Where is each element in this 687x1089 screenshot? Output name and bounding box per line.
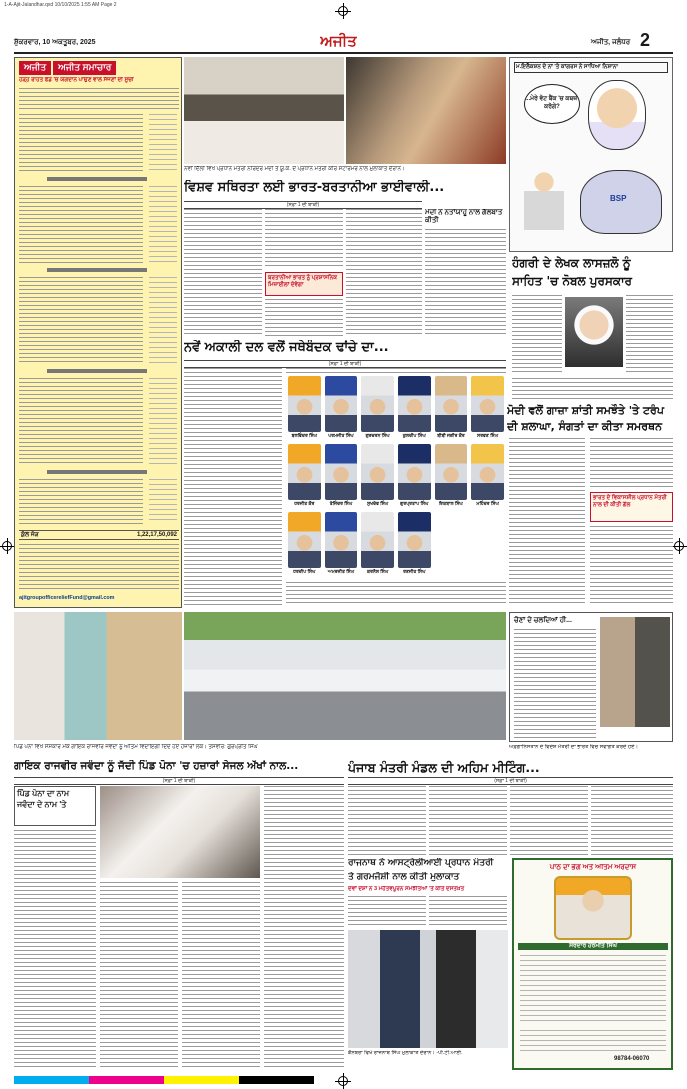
- cartoon-box: [509, 57, 673, 252]
- donor-list-b: [19, 186, 143, 264]
- member-photo: [471, 444, 504, 500]
- gaza-body-1: [509, 438, 585, 603]
- tribute-family: [520, 1030, 666, 1052]
- tribute-body: [520, 955, 666, 1025]
- member-photo: [325, 376, 358, 432]
- amount-col-c: [149, 277, 177, 365]
- cartoon-bsp-badge: BSP: [610, 194, 627, 203]
- cartoon-figure: [588, 80, 646, 150]
- nobel-body-right: [626, 295, 673, 375]
- member-name: ਇਕਬਾਲ ਸਿੰਘ: [439, 501, 463, 506]
- page-header: [14, 32, 673, 54]
- rajnath-headline-2: ਤੇ ਗਰਮਜੋਸ਼ੀ ਨਾਲ ਕੀਤੀ ਮੁਲਾਕਾਤ: [348, 872, 460, 882]
- swatch-yellow: [164, 1076, 239, 1084]
- member-name: ਸਰਵਣ ਸਿੰਘ: [477, 433, 499, 438]
- gaza-headline-2: ਦੀ ਸ਼ਲਾਘਾ, ਸੰਗਤਾਂ ਦਾ ਕੀਤਾ ਸਮਰਥਨ: [507, 420, 662, 433]
- member-photo: [325, 444, 358, 500]
- modi-side-headline: ਮੋਦੀ ਨੇ ਨਤਾਂਯਾਹੂ ਨਾਲ ਗੱਲਬਾਤ ਕੀਤੀ: [425, 209, 503, 224]
- donor-list-c: [19, 277, 143, 365]
- member-photo: [471, 376, 504, 432]
- amount-col-b: [149, 186, 177, 264]
- gaza-body-2: [590, 438, 673, 488]
- strategic-col-2: [265, 209, 343, 269]
- swatch-black: [239, 1076, 314, 1084]
- member-name: ਗੁਰਚਰਨ ਸਿੰਘ: [365, 433, 390, 438]
- registration-mark-left: [2, 541, 12, 551]
- strategic-continued-tag: (ਸਫ਼ਾ 1 ਦੀ ਬਾਕੀ): [184, 201, 422, 209]
- member-portrait: [398, 376, 431, 442]
- rajnath-photo-caption: ਕੈਨਬਰਾ ਵਿਖੇ ਰਾਜਨਾਥ ਸਿੰਘ ਮੁਲਾਕਾਤ ਦੌਰਾਨ। -ਪੀ.ਟੀ.ਆਈ.: [348, 1050, 463, 1056]
- rajnath-subheadline: ਦੋਵਾਂ ਦੇਸ਼ਾਂ ਨੇ 3 ਮਹੱਤਵਪੂਰਨ ਸਮਝੌਤਿਆਂ 'ਤੇ ਕੀਤੇ ਦਸਤਖ਼ਤ: [348, 886, 465, 892]
- missile-inset-title: ਬਰਤਾਨੀਆ ਭਾਰਤ ਨੂੰ ਪ੍ਰਸ਼ਾਸਨਿਕ ਮਿਜ਼ਾਈਲਾਂ ਦੇਵੇਗਾ: [268, 275, 338, 288]
- tribute-name: ਸਰਦਾਰ ਹਰਮੀਤ ਸਿੰਘ: [518, 943, 668, 950]
- nobel-body-bottom: [512, 378, 673, 402]
- nobel-body-left: [512, 295, 562, 375]
- member-name: ਤੇਜਿੰਦਰ ਸਿੰਘ: [329, 501, 353, 506]
- rajnath-body-1: [348, 896, 426, 928]
- section-header: [47, 268, 147, 272]
- photo-mourners: [14, 612, 182, 740]
- member-photo: [435, 376, 468, 432]
- election-box-body: [514, 629, 596, 739]
- member-portrait: [288, 444, 321, 510]
- member-name: ਸੁਖਦੇਵ ਸਿੰਘ: [367, 501, 389, 506]
- registration-mark-top: [338, 6, 348, 16]
- akali-body-strip: [286, 368, 506, 374]
- member-portrait: [361, 376, 394, 442]
- photo-modi-starmer-2: [346, 57, 506, 164]
- photo-laszlo: [565, 297, 623, 367]
- modi-side-body: [425, 229, 506, 337]
- member-photo: [361, 376, 394, 432]
- member-photo: [435, 444, 468, 500]
- registration-mark-bottom: [338, 1076, 348, 1086]
- member-name: ਪਰਮਜੀਤ ਸਿੰਘ: [328, 433, 354, 438]
- taliban-photo-caption: ਅਫ਼ਗਾਨਿਸਤਾਨ ਦੇ ਵਿਦੇਸ਼ ਮੰਤਰੀ ਦਾ ਭਾਰਤ ਵਿਚ ਸਵਾਗਤ ਕਰਦੇ ਹੋਏ।: [509, 744, 639, 750]
- member-photo: [398, 376, 431, 432]
- photo-rajnath-meeting: [348, 930, 508, 1048]
- registration-mark-right: [674, 541, 684, 551]
- section-header: [47, 369, 147, 373]
- cabinet-body-2: [429, 786, 507, 856]
- member-photo: [361, 512, 394, 568]
- member-name: ਹਰਦੀਪ ਸਿੰਘ: [293, 569, 316, 574]
- missile-inset: [265, 272, 343, 296]
- member-name: ਹਰਜੀਤ ਕੌਰ: [294, 501, 315, 506]
- relief-fund-total-row: [19, 530, 179, 540]
- member-portrait: [325, 444, 358, 510]
- member-portrait: [398, 512, 431, 578]
- taliban-call-title: ਭਾਰਤ ਦੇ ਵਿਕਾਸਸ਼ੀਲ ਪ੍ਰਧਾਨ ਮੰਤਰੀ ਨਾਲ ਦੀ ਕੀਤੀ ਗੱਲ: [593, 495, 667, 508]
- modi-side-story: [425, 209, 506, 337]
- member-photo: [325, 512, 358, 568]
- photo-taliban-minister: [600, 617, 670, 727]
- member-portrait: [471, 444, 504, 510]
- section-header: [47, 177, 147, 181]
- member-portrait-grid: [286, 376, 506, 580]
- member-portrait: [471, 376, 504, 442]
- member-name: ਬਲਵਿੰਦਰ ਸਿੰਘ: [291, 433, 318, 438]
- village-name-title: ਪਿੰਡ ਪੋਨਾ ਦਾ ਨਾਮ: [17, 789, 70, 798]
- member-name: ਕੁਲਦੀਪ ਸਿੰਘ: [402, 433, 426, 438]
- tribute-ad: [512, 858, 673, 1070]
- amount-col-e: [149, 479, 177, 524]
- member-photo: [288, 376, 321, 432]
- singer-body-1: [14, 830, 96, 1070]
- rajnath-body-2: [429, 896, 507, 928]
- donor-list-a: [19, 114, 143, 174]
- member-photo: [398, 512, 431, 568]
- member-portrait: [325, 376, 358, 442]
- donor-list-d: [19, 378, 143, 466]
- cabinet-body-4: [591, 786, 673, 856]
- nobel-headline-2: ਸਾਹਿਤ 'ਚ ਨੋਬਲ ਪੁਰਸਕਾਰ: [512, 274, 632, 288]
- member-name: ਗੁਰਪ੍ਰਤਾਪ ਸਿੰਘ: [400, 501, 429, 506]
- relief-fund-subtitle: ਹੜ੍ਹ ਰਾਹਤ ਫੰਡ 'ਚ ਯੋਗਦਾਨ ਪਾਉਣ ਵਾਲੇ ਸੱਜਣਾਂ ਦੀ ਸੂਚੀ: [19, 77, 134, 83]
- election-box-title: ਚੋਣਾਂ ਦੇ ਚਲਦਿਆਂ ਹੀ...: [514, 617, 572, 624]
- akali-body-left: [184, 368, 282, 606]
- relief-fund-email: ajitgroupofficereliefFund@gmail.com: [19, 595, 115, 601]
- cabinet-body-3: [510, 786, 588, 856]
- member-photo: [398, 444, 431, 500]
- cartoon-speech-bubble: ...ਮੇਰੇ ਵੋਟ ਬੈਂਕ 'ਚ ਕਬਜ਼ਾ ਕਰੋਗੇ?: [524, 84, 580, 124]
- village-name-title-2: ਜਵੰਦਾ ਦੇ ਨਾਮ 'ਤੇ: [17, 800, 67, 809]
- swatch-cyan: [14, 1076, 89, 1084]
- village-name-box: [14, 786, 96, 826]
- member-photo: [361, 444, 394, 500]
- member-portrait: [435, 376, 468, 442]
- strategic-col-3: [346, 209, 422, 337]
- singer-continued-tag: (ਸਫ਼ਾ 1 ਦੀ ਬਾਕੀ): [14, 777, 344, 785]
- masthead: ਅਜੀਤ: [320, 32, 357, 50]
- photo-funeral-crowd: [184, 612, 506, 740]
- cabinet-continued-tag: (ਸਫ਼ਾ 1 ਦੀ ਬਾਕੀ): [348, 777, 673, 785]
- relief-fund-box: [14, 57, 182, 608]
- cabinet-headline: ਪੰਜਾਬ ਮੰਤਰੀ ਮੰਡਲ ਦੀ ਅਹਿਮ ਮੀਟਿੰਗ...: [348, 760, 540, 775]
- member-name: ਕਰਨੈਲ ਸਿੰਘ: [367, 569, 389, 574]
- member-photo: [288, 512, 321, 568]
- nobel-headline: ਹੰਗਰੀ ਦੇ ਲੇਖਕ ਲਾਸਜ਼ਲੋ ਨੂੰ: [512, 256, 631, 270]
- print-slug: 1-A-Ajit-Jalandhar.qxd 10/10/2025 1:55 AM Page 2: [4, 2, 117, 8]
- member-portrait: [288, 512, 321, 578]
- donor-list-e: [19, 479, 143, 524]
- color-bar: [14, 1076, 314, 1082]
- total-label: ਕੁੱਲ ਜੋੜ: [21, 532, 39, 538]
- top-photo-caption: ਨਵੀਂ ਦਿੱਲੀ ਵਿਖੇ ਪ੍ਰਧਾਨ ਮੰਤਰੀ ਨਰਿੰਦਰ ਮੋਦੀ ਤੇ ਯੂ.ਕੇ. ਦੇ ਪ੍ਰਧਾਨ ਮੰਤਰੀ ਕੀਰ ਸਟਾਰਮਰ ਨਾਲ ਮੁਲਾਕਾਤ ਦੌਰਾਨ।: [184, 166, 405, 172]
- akali-body-bottom: [286, 582, 506, 606]
- akali-headline: ਨਵੇਂ ਅਕਾਲੀ ਦਲ ਵਲੋਂ ਜਥੇਬੰਦਕ ਢਾਂਚੇ ਦਾ...: [184, 340, 389, 355]
- page-number: 2: [640, 30, 651, 50]
- member-portrait: [325, 512, 358, 578]
- section-header: [47, 470, 147, 474]
- cabinet-body-1: [348, 786, 426, 856]
- tribute-heading: ਪਾਠ ਦਾ ਭੋਗ ਅਤੇ ਅੰਤਿਮ ਅਰਦਾਸ: [549, 864, 637, 871]
- relief-fund-list: [19, 114, 179, 526]
- total-amount: 1,22,17,50,092: [136, 532, 177, 538]
- singer-body-3: [182, 882, 260, 1070]
- member-portrait: [398, 444, 431, 510]
- relief-fund-intro: [19, 88, 179, 110]
- swatch-magenta: [89, 1076, 164, 1084]
- member-photo: [288, 444, 321, 500]
- member-portrait: [361, 512, 394, 578]
- member-portrait: [435, 444, 468, 510]
- gaza-headline-1: ਮੋਦੀ ਵਲੋਂ ਗਾਜ਼ਾ ਸ਼ਾਂਤੀ ਸਮਝੌਤੇ 'ਤੇ ਟਰੰਪ: [507, 404, 664, 417]
- member-name: ਮਹਿੰਦਰ ਸਿੰਘ: [476, 501, 499, 506]
- relief-fund-tabs: [19, 61, 116, 75]
- member-name: ਰਣਜੀਤ ਸਿੰਘ: [403, 569, 426, 574]
- amount-col-a: [149, 114, 177, 174]
- election-box: [509, 612, 673, 742]
- akali-continued-tag: (ਸਫ਼ਾ 1 ਦੀ ਬਾਕੀ): [184, 360, 506, 368]
- photo-singer-body: [100, 786, 260, 878]
- amount-col-d: [149, 378, 177, 466]
- tab-ajit: ਅਜੀਤ: [19, 61, 51, 75]
- tribute-portrait-frame: [554, 876, 632, 940]
- singer-headline: ਗਾਇਕ ਰਾਜਵੀਰ ਜਵੰਦਾ ਨੂੰ ਜੱਦੀ ਪਿੰਡ ਪੋਨਾ 'ਚ ਹਜ਼ਾਰਾਂ ਸੇਜਲ ਅੱਖਾਂ ਨਾਲ...: [14, 760, 299, 772]
- cartoon-small-figure: [524, 170, 564, 230]
- header-edition: ਅਜੀਤ, ਜਲੰਧਰ: [591, 39, 631, 46]
- strategic-col-1: [184, 209, 262, 337]
- member-portrait: [288, 376, 321, 442]
- member-name: ਬੀਬੀ ਜਗੀਰ ਕੌਰ: [437, 433, 465, 438]
- tribute-phone: 98784-06070: [614, 1056, 650, 1062]
- bank-details: [19, 544, 179, 592]
- photo-modi-starmer-1: [184, 57, 344, 164]
- member-name: ਅਮਰਜੀਤ ਸਿੰਘ: [327, 569, 355, 574]
- strategic-col-2b: [265, 299, 343, 337]
- strategic-headline: ਵਿਸ਼ਵ ਸਥਿਰਤਾ ਲਈ ਭਾਰਤ-ਬਰਤਾਨੀਆ ਭਾਈਵਾਲੀ...: [184, 180, 445, 195]
- funeral-photo-caption: ਪਿੰਡ ਪੋਨਾ ਵਿਖੇ ਸੰਸਕਾਰ ਮੌਕੇ ਗਾਇਕ ਰਾਜਵੀਰ ਜਵੰਦਾ ਨੂੰ ਅੰਤਿਮ ਵਿਦਾਇਗੀ ਦਿੰਦੇ ਹੋਏ ਹਜ਼ਾਰਾਂ ਲੋਕ। ਤਸਵੀਰ: ਗੁਰਪ੍ਰੀਤ ਸਿੰਘ: [14, 744, 258, 750]
- cartoon-label: ਮ.ਇਲੈਕਸ਼ਨ ਦੇ ਨਾਂ 'ਤੇ ਕਾਂਗਰਸ ਨੇ ਸਾਧਿਆ ਨਿਸ਼ਾਨਾ: [514, 62, 668, 73]
- member-portrait: [361, 444, 394, 510]
- rajnath-headline-1: ਰਾਜਨਾਥ ਨੇ ਆਸਟ੍ਰੇਲੀਆਈ ਪ੍ਰਧਾਨ ਮੰਤਰੀ: [348, 858, 494, 868]
- gaza-body-3: [590, 526, 673, 603]
- taliban-call-box: [590, 492, 673, 522]
- singer-body-4: [264, 786, 344, 1070]
- singer-body-2: [100, 882, 178, 1070]
- header-date: ਸ਼ੁੱਕਰਵਾਰ, 10 ਅਕਤੂਬਰ, 2025: [14, 39, 96, 46]
- tab-ajit-samachar: ਅਜੀਤ ਸਮਾਚਾਰ: [53, 61, 116, 75]
